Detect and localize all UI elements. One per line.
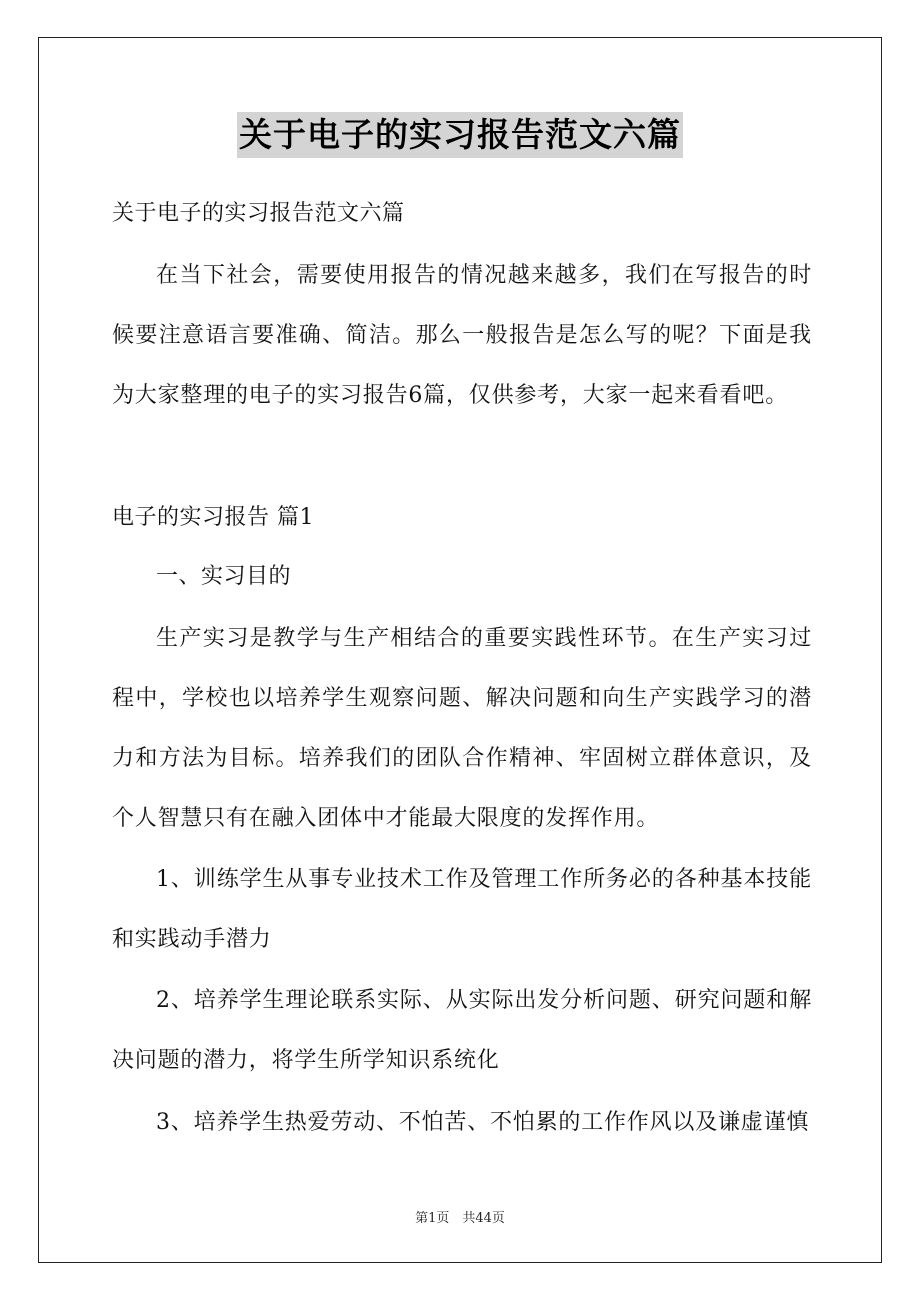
intro-paragraph: 在当下社会，需要使用报告的情况越来越多，我们在写报告的时候要注意语言要准确、简洁。那么一般报告是怎么写的呢？下面是我为大家整理的电子的实习报告6篇，仅供参考，大家一起来看看吧。 <box>112 263 812 408</box>
body-paragraph: 2、培养学生理论联系实际、从实际出发分析问题、研究问题和解决问题的潜力，将学生所学知识系统化 <box>112 988 812 1073</box>
section-heading: 电子的实习报告 篇1 <box>112 505 314 530</box>
body-paragraph: 生产实习是教学与生产相结合的重要实践性环节。在生产实习过程中，学校也以培养学生观察问题、解决问题和向生产实践学习的潜力和方法为目标。培养我们的团队合作精神、牢固树立群体意识，及个人智慧只有在融入团体中才能最大限度的发挥作用。 <box>112 626 812 831</box>
document-title: 关于电子的实习报告范文六篇 <box>237 112 683 158</box>
body-paragraph: 1、训练学生从事专业技术工作及管理工作所务必的各种基本技能和实践动手潜力 <box>112 867 812 952</box>
document-subtitle: 关于电子的实习报告范文六篇 <box>112 201 405 226</box>
body-paragraph: 3、培养学生热爱劳动、不怕苦、不怕累的工作作风以及谦虚谨慎 <box>156 1110 810 1135</box>
title-container <box>0 112 920 158</box>
subsection-heading: 一、实习目的 <box>156 564 292 589</box>
page-footer: 第1页 共44页 <box>415 1211 505 1226</box>
